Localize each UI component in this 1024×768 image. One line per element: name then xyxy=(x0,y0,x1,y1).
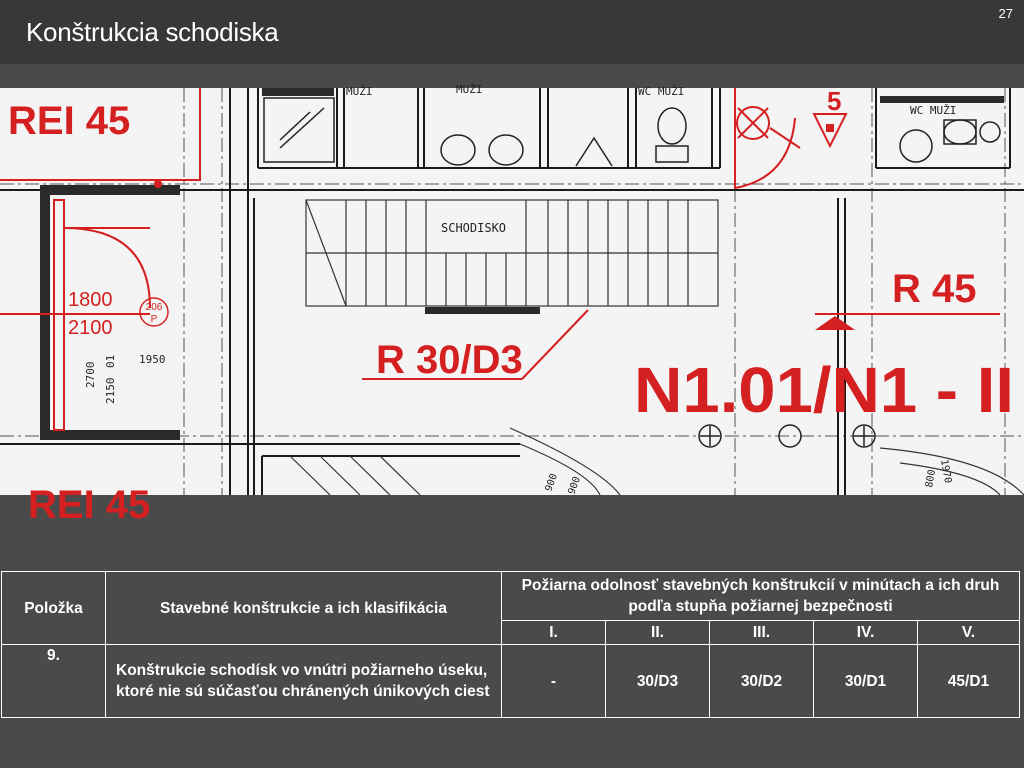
room-wc-muzi-label-2: WC MUŽI xyxy=(910,104,957,117)
row-value-degree-2: 30/D3 xyxy=(606,645,710,718)
dim-900-label-a: 900 xyxy=(543,472,560,494)
room-wc-muzi-label-1: WC MUŽI xyxy=(638,85,685,98)
row-value-degree-5: 45/D1 xyxy=(918,645,1020,718)
table-row xyxy=(2,645,1020,718)
rei45-top-label: REI 45 xyxy=(8,99,131,143)
dim-800-label: 800 xyxy=(924,468,939,489)
header-degree-1: I. xyxy=(502,621,606,645)
row-value-degree-1: - xyxy=(502,645,606,718)
dim-2700-label: 2700 xyxy=(84,361,97,388)
dim-1970-label: 1970 xyxy=(938,458,954,485)
number-5-label: 5 xyxy=(827,86,842,116)
title-bar xyxy=(0,0,1024,64)
row-value-degree-4: 30/D1 xyxy=(814,645,918,718)
room-muzi-label-2: MUŽI xyxy=(456,83,483,96)
schodisko-label: SCHODISKO xyxy=(441,221,507,235)
tag-p-label: P xyxy=(150,314,158,325)
table-header-row xyxy=(2,572,1020,621)
room-muzi-label-1: MUŽI xyxy=(346,85,373,98)
header-degree-2: II. xyxy=(606,621,710,645)
row-value-degree-3: 30/D2 xyxy=(710,645,814,718)
tag-206-label: 206 xyxy=(145,302,163,313)
dim-2150-label: 2150 xyxy=(104,377,117,404)
rei45-bottom-label: REI 45 xyxy=(28,483,151,527)
dim-01-label: 01 xyxy=(104,354,117,368)
header-degree-5: V. xyxy=(918,621,1020,645)
header-item: Položka xyxy=(2,572,106,645)
slide-title: Konštrukcia schodiska xyxy=(26,17,279,47)
header-degree-4: IV. xyxy=(814,621,918,645)
header-fire-resistance: Požiarna odolnosť stavebných konštrukcií v minútach a ich druh podľa stupňa požiarnej bezpečnosti xyxy=(502,572,1020,621)
dim-900-label-b: 900 xyxy=(566,475,583,497)
page-number: 27 xyxy=(998,6,1013,21)
r30d3-label: R 30/D3 xyxy=(376,338,523,382)
row-item: 9. xyxy=(2,645,106,718)
r45-label: R 45 xyxy=(892,267,977,311)
dim-1800-label: 1800 xyxy=(68,289,113,311)
floor-plan-drawing xyxy=(0,83,1024,527)
header-construction: Stavebné konštrukcie a ich klasifikácia xyxy=(106,572,502,645)
row-construction: Konštrukcie schodísk vo vnútri požiarneho úseku, ktoré nie sú súčasťou chránených únikových ciest xyxy=(106,645,502,718)
dim-2100-label: 2100 xyxy=(68,317,113,339)
dim-1950-label: 1950 xyxy=(139,353,166,366)
fire-resistance-table xyxy=(1,571,1020,718)
header-degree-3: III. xyxy=(710,621,814,645)
n101-label: N1.01/N1 - II xyxy=(634,354,1014,426)
